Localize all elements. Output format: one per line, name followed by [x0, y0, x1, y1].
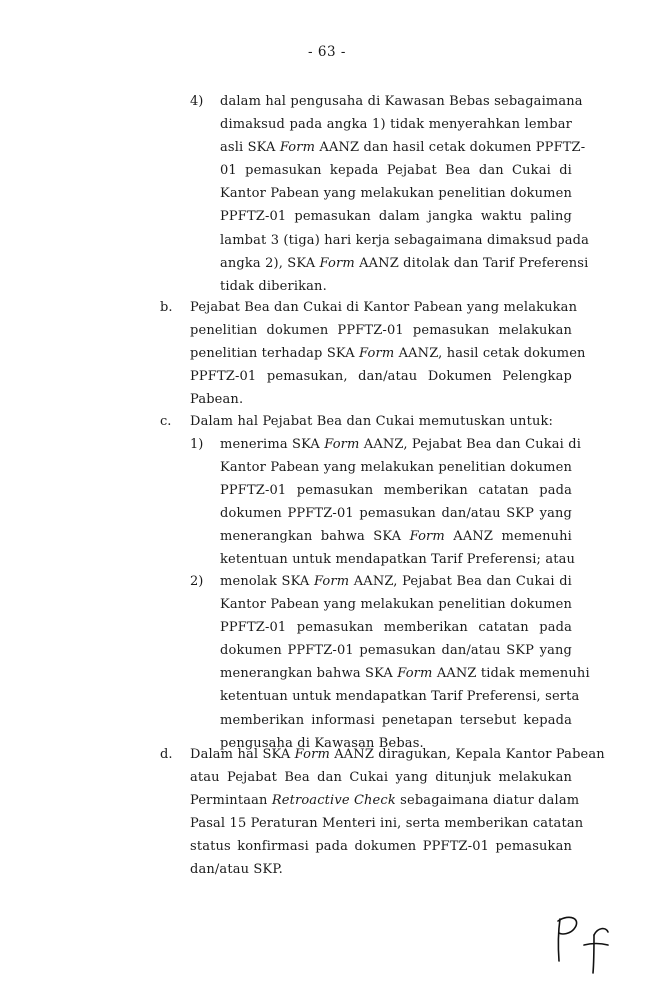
item-text [190, 410, 572, 433]
text-line: dan/atau SKP. [190, 862, 283, 878]
item-marker: 4) [190, 94, 204, 109]
text-line: angka 2), SKA Form AANZ ditolak dan Tarif Preferensi [220, 255, 589, 271]
item-text [190, 743, 605, 882]
text-line: asli SKA Form AANZ dan hasil cetak dokumen PPFTZ- [220, 140, 586, 156]
text-line: ketentuan untuk mendapatkan Tarif Preferensi, serta [220, 689, 580, 705]
text-line: PPFTZ-01 pemasukan dalam jangka waktu paling [220, 209, 572, 225]
item-marker: b. [160, 300, 173, 315]
text-line: dokumen PPFTZ-01 pemasukan dan/atau SKP yang [220, 506, 572, 522]
text-line: Pejabat Bea dan Cukai di Kantor Pabean yang melakukan [190, 300, 578, 315]
item-marker: c. [160, 414, 172, 429]
item-text [190, 296, 586, 411]
text-line: pengusaha di Kawasan Bebas. [220, 735, 424, 751]
item-text [220, 90, 590, 298]
text-line: Dalam hal SKA Form AANZ diragukan, Kepala Kantor Pabean [190, 747, 605, 762]
text-line: Kantor Pabean yang melakukan penelitian dokumen [220, 597, 572, 613]
text-line: dokumen PPFTZ-01 pemasukan dan/atau SKP yang [220, 643, 572, 659]
text-line: menerangkan bahwa SKA Form AANZ tidak memenuhi [220, 666, 590, 682]
page-number: - 63 - [308, 44, 346, 60]
text-line: PPFTZ-01 pemasukan memberikan catatan pada [220, 483, 572, 499]
text-line: lambat 3 (tiga) hari kerja sebagaimana dimaksud pada [220, 232, 590, 248]
text-line: dimaksud pada angka 1) tidak menyerahkan lembar [220, 117, 572, 133]
text-line: Pasal 15 Peraturan Menteri ini, serta memberikan catatan [190, 816, 584, 832]
text-line: menerangkan bahwa SKA Form AANZ memenuhi [220, 529, 572, 545]
text-line: Kantor Pabean yang melakukan penelitian dokumen [220, 186, 572, 202]
text-line: menerima SKA Form AANZ, Pejabat Bea dan Cukai di [220, 437, 582, 452]
text-line: atau Pejabat Bea dan Cukai yang ditunjuk melakukan [190, 770, 572, 786]
text-line: Dalam hal Pejabat Bea dan Cukai memutuskan untuk: [190, 414, 554, 429]
item-text [220, 433, 582, 572]
text-line: Permintaan Retroactive Check sebagaimana diatur dalam [190, 793, 580, 809]
item-marker: 2) [190, 574, 204, 589]
text-line: tidak diberikan. [220, 278, 327, 294]
text-line: Pabean. [190, 392, 244, 408]
item-marker: d. [160, 747, 173, 762]
item-marker: 1) [190, 437, 204, 452]
text-line: penelitian dokumen PPFTZ-01 pemasukan melakukan [190, 323, 572, 339]
text-line: memberikan informasi penetapan tersebut kepada [220, 712, 572, 728]
text-line: dalam hal pengusaha di Kawasan Bebas sebagaimana [220, 94, 583, 109]
text-line: Kantor Pabean yang melakukan penelitian dokumen [220, 460, 572, 476]
signature-initials [548, 905, 618, 975]
text-line: PPFTZ-01 pemasukan, dan/atau Dokumen Pelengkap [190, 369, 572, 385]
text-line: PPFTZ-01 pemasukan memberikan catatan pada [220, 620, 572, 636]
text-line: status konfirmasi pada dokumen PPFTZ-01 pemasukan [190, 839, 572, 855]
text-line: 01 pemasukan kepada Pejabat Bea dan Cukai di [220, 163, 572, 179]
text-line: penelitian terhadap SKA Form AANZ, hasil cetak dokumen [190, 346, 586, 362]
item-text [220, 570, 590, 755]
text-line: ketentuan untuk mendapatkan Tarif Preferensi; atau [220, 552, 576, 568]
text-line: menolak SKA Form AANZ, Pejabat Bea dan Cukai di [220, 574, 572, 589]
